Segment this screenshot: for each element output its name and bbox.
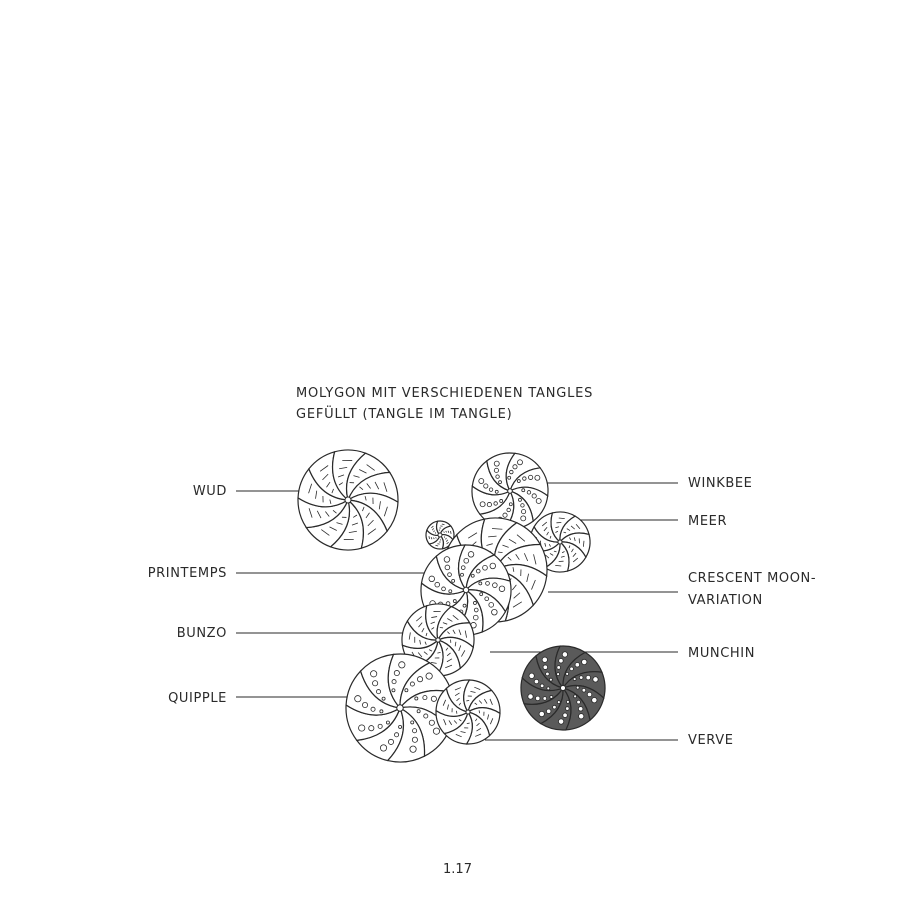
petal-stroke (456, 711, 457, 714)
petal-dot (574, 695, 577, 698)
petal-dot (576, 686, 579, 689)
petal-stroke (583, 541, 584, 547)
petal-dot (534, 679, 539, 684)
petal-dot (550, 695, 553, 698)
rosette-winkbee (472, 453, 548, 529)
petal-dot (528, 694, 533, 699)
rosette-wud (298, 450, 398, 550)
rosette-center (560, 685, 565, 690)
page-number: 1.17 (443, 862, 472, 877)
petal-dot (566, 700, 569, 703)
petal-dot (570, 667, 574, 671)
label-bunzo: BUNZO (176, 626, 227, 641)
label-verve: VERVE (688, 733, 734, 748)
petal-dot (553, 705, 557, 709)
label-crescent-line-2: VARIATION (688, 593, 763, 608)
petal-dot (557, 701, 560, 704)
petal-dot (559, 659, 564, 664)
petal-dot (543, 665, 548, 670)
petal-stroke (559, 518, 565, 519)
rosette-center (438, 533, 442, 537)
petal-dot (529, 673, 534, 678)
petal-dot (573, 678, 576, 681)
rosette-center (463, 587, 468, 592)
caption-line-1: MOLYGON MIT VERSCHIEDENEN TANGLES (296, 386, 594, 401)
caption-line-2: GEFÜLLT (TANGLE IM TANGLE) (296, 407, 513, 422)
label-quipple: QUIPPLE (168, 691, 227, 706)
petal-stroke (467, 723, 470, 724)
petal-dot (549, 678, 552, 681)
petal-stroke (479, 710, 480, 713)
label-meer: MEER (688, 514, 728, 529)
petal-dot (539, 711, 544, 716)
petal-dot (587, 692, 592, 697)
petal-dot (579, 676, 583, 680)
petal-dot (557, 673, 560, 676)
petal-dot (582, 688, 586, 692)
petal-stroke (555, 565, 561, 566)
petal-dot (546, 672, 550, 676)
rosette-center (558, 540, 562, 544)
label-crescent-line-1: CRESCENT MOON- (688, 571, 817, 586)
rosette-center (508, 489, 513, 494)
petal-dot (547, 687, 550, 690)
rosettes-group (298, 450, 605, 762)
rosette-center (397, 705, 403, 711)
petal-dot (557, 666, 561, 670)
rosette-center (345, 497, 351, 503)
petal-dot (565, 707, 569, 711)
petal-dot (566, 672, 569, 675)
petal-dot (558, 719, 563, 724)
petal-stroke (466, 700, 469, 701)
label-printemps: PRINTEMPS (147, 566, 227, 581)
rosette-center (466, 710, 470, 714)
petal-dot (562, 652, 567, 657)
petal-dot (592, 697, 597, 702)
petal-dot (542, 657, 547, 662)
petal-dot (577, 700, 581, 704)
petal-dot (543, 697, 547, 701)
petal-dot (546, 709, 551, 714)
petal-dot (593, 677, 598, 682)
petal-dot (582, 659, 587, 664)
label-crescent-moon (688, 568, 816, 612)
label-wud: WUD (192, 484, 227, 499)
petal-dot (563, 713, 568, 718)
petal-dot (579, 714, 584, 719)
petal-dot (575, 663, 580, 668)
rosette-center (436, 638, 440, 642)
petal-dot (578, 707, 583, 712)
petal-dot (535, 696, 540, 701)
rosette-munchin (521, 646, 605, 730)
label-winkbee: WINKBEE (688, 476, 753, 491)
petal-dot (540, 684, 544, 688)
petal-dot (586, 675, 591, 680)
rosette-verve (436, 680, 500, 744)
label-munchin: MUNCHIN (688, 646, 756, 661)
